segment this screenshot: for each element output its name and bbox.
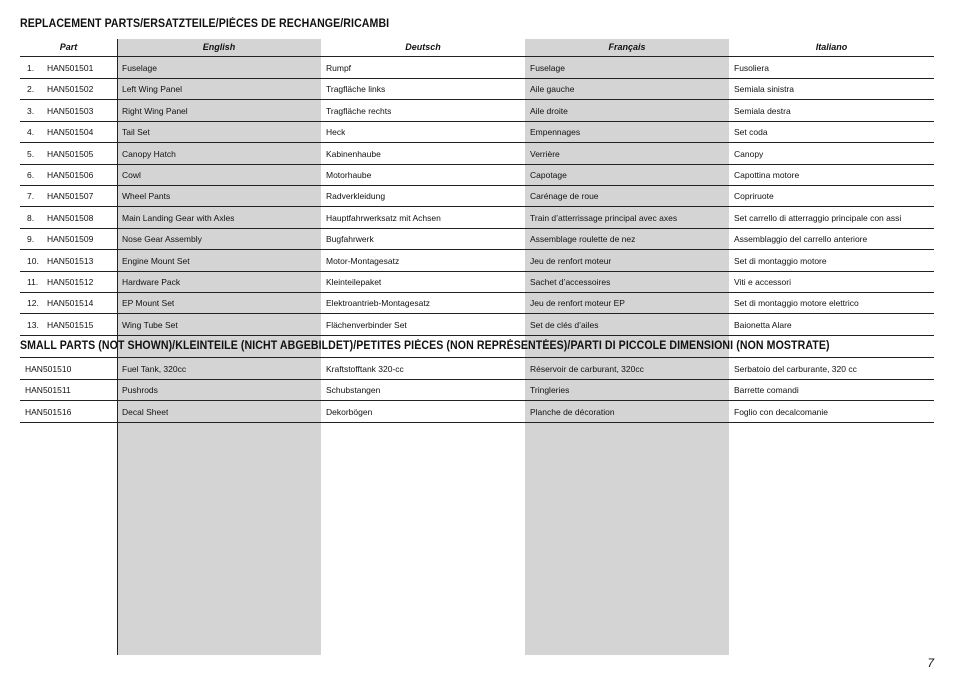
part-deutsch: Tragfläche rechts	[326, 105, 392, 116]
part-english: Main Landing Gear with Axles	[122, 212, 235, 223]
table-row	[20, 379, 934, 401]
part-number: 3.	[27, 105, 35, 116]
part-deutsch: Kleinteilepaket	[326, 277, 382, 287]
part-number: 7.	[27, 191, 35, 202]
part-francais: Set de clés d’ailes	[530, 319, 599, 330]
part-italiano: Copriruote	[734, 191, 774, 202]
part-francais: Réservoir de carburant, 320cc	[530, 364, 644, 374]
part-italiano: Baionetta Alare	[734, 319, 792, 330]
part-number: 10.	[27, 255, 39, 266]
part-english: Cowl	[122, 170, 141, 180]
part-francais: Sachet d’accessoires	[530, 277, 611, 287]
part-code: HAN501511	[25, 385, 71, 396]
part-deutsch: Kabinenhaube	[326, 148, 381, 159]
part-italiano: Foglio con decalcomanie	[734, 406, 829, 417]
part-number: 4.	[27, 127, 35, 138]
part-code: HAN501507	[47, 191, 94, 202]
table-row	[20, 314, 934, 336]
part-code: HAN501508	[47, 212, 94, 223]
part-english: Pushrods	[122, 385, 158, 396]
part-francais: Tringleries	[530, 385, 570, 396]
part-italiano: Assemblaggio del carrello anteriore	[734, 234, 868, 245]
part-italiano: Barrette comandi	[734, 385, 799, 396]
table-row	[20, 185, 934, 207]
part-francais: Aile gauche	[530, 84, 575, 95]
part-deutsch: Rumpf	[326, 63, 352, 73]
table-row	[20, 164, 934, 186]
part-deutsch: Kraftstofftank 320-cc	[326, 364, 404, 374]
table-row	[20, 271, 934, 293]
part-deutsch: Elektroantrieb-Montagesatz	[326, 298, 430, 309]
part-number: 1.	[27, 63, 35, 73]
header-part: Part	[59, 42, 78, 52]
part-code: HAN501505	[47, 148, 94, 159]
part-italiano: Set carrello di atterraggio principale con assi	[734, 212, 902, 223]
part-deutsch: Tragfläche links	[326, 84, 386, 95]
header-english: English	[202, 42, 236, 52]
part-english: Tail Set	[122, 127, 150, 138]
part-english: Left Wing Panel	[122, 84, 183, 95]
part-deutsch: Bugfahrwerk	[326, 234, 374, 245]
part-italiano: Set di montaggio motore elettrico	[734, 298, 859, 309]
part-english: Wing Tube Set	[122, 319, 178, 330]
part-code: HAN501510	[25, 364, 72, 374]
part-english: Right Wing Panel	[122, 105, 188, 116]
part-english: Fuel Tank, 320cc	[122, 364, 187, 374]
part-english: Wheel Pants	[122, 191, 171, 202]
part-english: Fuselage	[122, 63, 157, 73]
part-code: HAN501504	[47, 127, 94, 138]
part-deutsch: Hauptfahrwerksatz mit Achsen	[326, 212, 441, 223]
table-row	[20, 250, 934, 272]
part-code: HAN501509	[47, 234, 94, 245]
part-number: 8.	[27, 212, 35, 223]
part-deutsch: Schubstangen	[326, 385, 381, 396]
part-english: Nose Gear Assembly	[122, 234, 202, 245]
table-row	[20, 292, 934, 314]
part-code: HAN501515	[47, 319, 94, 330]
part-italiano: Canopy	[734, 148, 764, 159]
part-francais: Verrière	[530, 148, 560, 159]
part-francais: Empennages	[530, 127, 581, 138]
header-italiano: Italiano	[815, 42, 848, 52]
part-code: HAN501501	[47, 63, 94, 73]
part-number: 6.	[27, 170, 35, 180]
header-deutsch: Deutsch	[405, 42, 441, 52]
part-italiano: Set di montaggio motore	[734, 255, 827, 266]
part-number: 13.	[27, 319, 39, 330]
part-code: HAN501516	[25, 406, 72, 417]
part-francais: Capotage	[530, 170, 567, 180]
table-row	[20, 207, 934, 229]
part-francais: Carénage de roue	[530, 191, 599, 202]
table-row	[20, 57, 934, 79]
part-number: 9.	[27, 234, 35, 245]
part-francais: Jeu de renfort moteur	[530, 255, 612, 266]
table-row	[20, 228, 934, 250]
part-code: HAN501503	[47, 105, 94, 116]
part-italiano: Set coda	[734, 127, 768, 138]
part-english: Hardware Pack	[122, 277, 181, 287]
table-row	[20, 100, 934, 122]
part-english: Canopy Hatch	[122, 148, 176, 159]
part-english: EP Mount Set	[122, 298, 175, 309]
replacement-parts-title: REPLACEMENT PARTS/ERSATZTEILE/PIÈCES DE RECHANGE/RICAMBI	[20, 18, 390, 30]
part-number: 12.	[27, 298, 39, 309]
part-italiano: Semiala destra	[734, 105, 791, 116]
part-number: 5.	[27, 148, 35, 159]
part-code: HAN501513	[47, 255, 94, 266]
part-code: HAN501512	[47, 277, 94, 287]
part-francais: Aile droite	[530, 105, 568, 116]
part-francais: Train d’atterrissage principal avec axes	[530, 212, 678, 223]
part-italiano: Fusoliera	[734, 63, 769, 73]
table-row	[20, 121, 934, 143]
part-deutsch: Motorhaube	[326, 170, 372, 180]
part-italiano: Semiala sinistra	[734, 84, 794, 95]
part-number: 11.	[27, 277, 39, 287]
table-header	[20, 39, 934, 55]
part-francais: Planche de décoration	[530, 406, 615, 417]
table-row	[20, 78, 934, 100]
part-code: HAN501506	[47, 170, 94, 180]
part-francais: Assemblage roulette de nez	[530, 234, 636, 245]
part-deutsch: Dekorbögen	[326, 406, 373, 417]
part-italiano: Serbatoio del carburante, 320 cc	[734, 364, 857, 374]
part-francais: Fuselage	[530, 63, 565, 73]
part-deutsch: Flächenverbinder Set	[326, 319, 407, 330]
part-francais: Jeu de renfort moteur EP	[530, 298, 625, 309]
part-english: Engine Mount Set	[122, 255, 190, 266]
part-code: HAN501514	[47, 298, 94, 309]
part-italiano: Viti e accessori	[734, 277, 792, 287]
part-number: 2.	[27, 84, 35, 95]
part-deutsch: Motor-Montagesatz	[326, 255, 400, 266]
small-parts-title: SMALL PARTS (NOT SHOWN)/KLEINTEILE (NICHT ABGEBILDET)/PETITES PIÈCES (NON REPRÉSENTÉES)/PARTI DI PICCOLE DIMENSIONI (NON MOSTRATE)	[20, 340, 830, 352]
part-code: HAN501502	[47, 84, 94, 95]
part-italiano: Capottina motore	[734, 170, 800, 180]
header-francais: Français	[608, 42, 646, 52]
page-number: 7	[927, 656, 934, 670]
part-deutsch: Radverkleidung	[326, 191, 386, 202]
table-row	[20, 143, 934, 165]
table-row	[20, 358, 934, 380]
part-deutsch: Heck	[326, 127, 346, 138]
part-english: Decal Sheet	[122, 406, 169, 417]
table-row	[20, 401, 934, 423]
